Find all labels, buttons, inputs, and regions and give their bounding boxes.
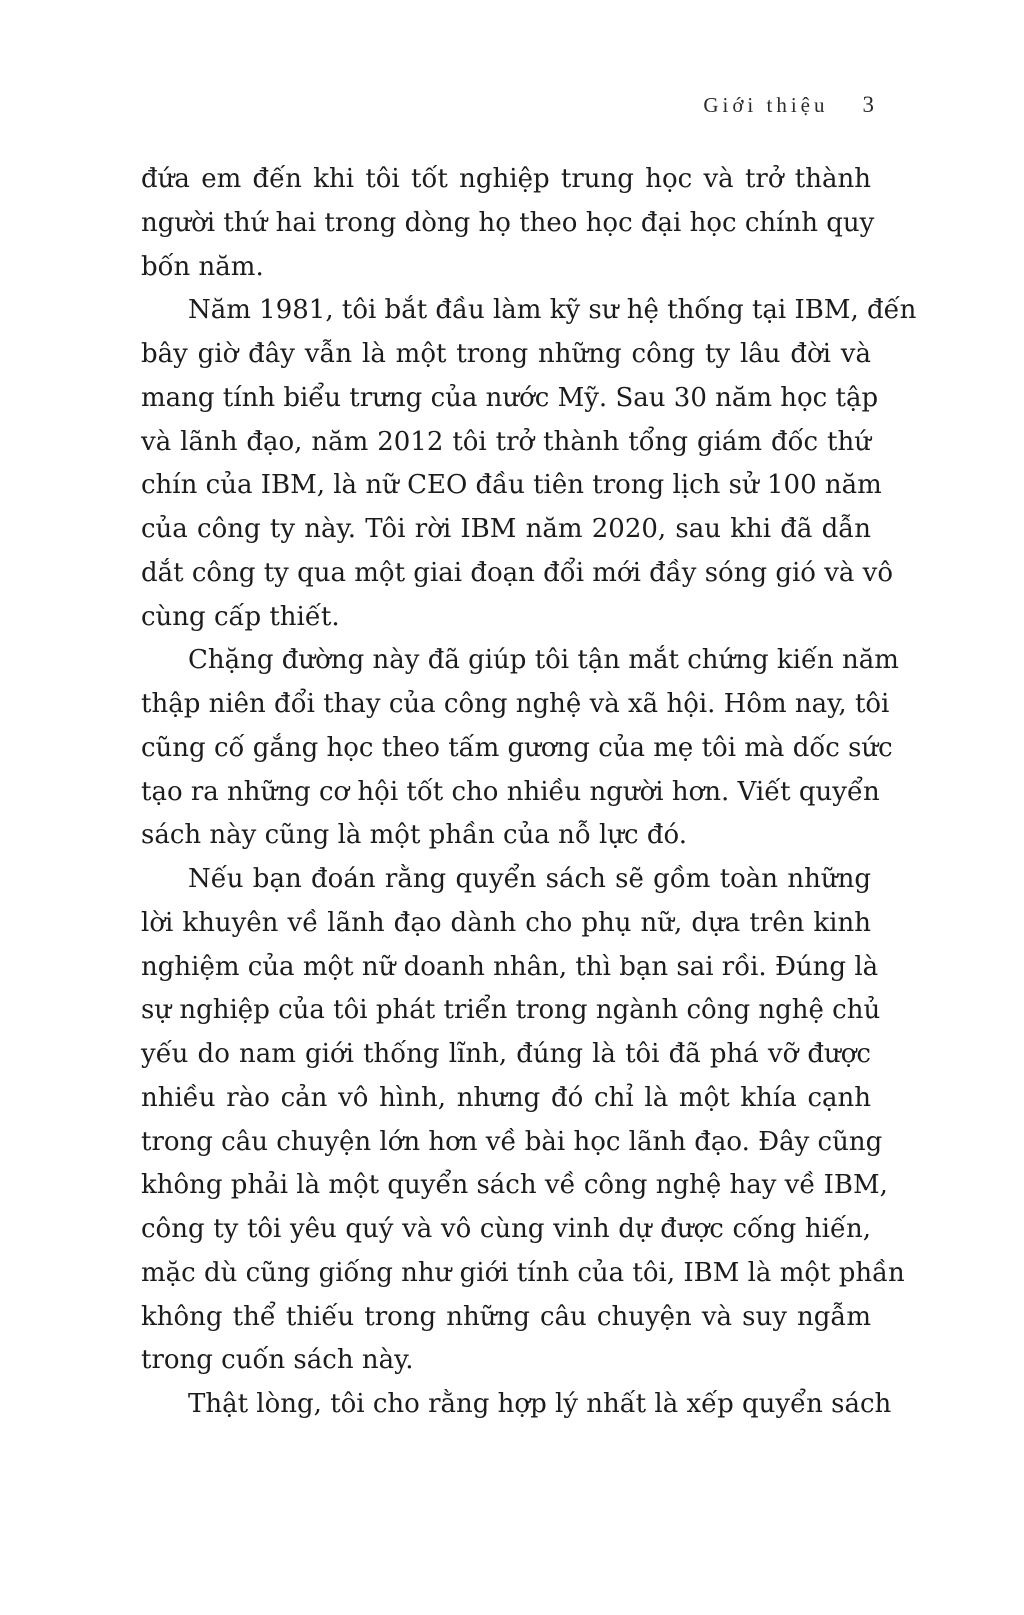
text-line: mặc dù cũng giống như giới tính của tôi, IBM là một phần xyxy=(141,1257,905,1288)
text-line: cũng cố gắng học theo tấm gương của mẹ tôi mà dốc sức xyxy=(141,732,893,763)
text-line: dắt công ty qua một giai đoạn đổi mới đầy sóng gió và vô xyxy=(141,557,894,588)
text-line: Năm 1981, tôi bắt đầu làm kỹ sư hệ thống tại IBM, đến xyxy=(188,295,917,326)
text-line: của công ty này. Tôi rời IBM năm 2020, sau khi đã dẫn xyxy=(141,514,871,544)
paragraph xyxy=(141,639,899,858)
paragraph xyxy=(141,158,875,289)
text-line: chín của IBM, là nữ CEO đầu tiên trong lịch sử 100 năm xyxy=(141,470,882,501)
chapter-title: Giới thiệu xyxy=(703,93,829,117)
text-line: trong cuốn sách này. xyxy=(141,1345,414,1376)
text-line: bây giờ đây vẫn là một trong những công ty lâu đời và xyxy=(141,339,871,369)
text-line: nghiệm của một nữ doanh nhân, thì bạn sai rồi. Đúng là xyxy=(141,951,879,982)
text-line: người thứ hai trong dòng họ theo học đại học chính quy xyxy=(141,207,875,238)
paragraph xyxy=(141,858,905,1383)
text-line: không thể thiếu trong những câu chuyện và suy ngẫm xyxy=(141,1301,871,1332)
text-line: nhiều rào cản vô hình, nhưng đó chỉ là một khía cạnh xyxy=(141,1082,871,1113)
text-line: mang tính biểu trưng của nước Mỹ. Sau 30 năm học tập xyxy=(141,382,879,413)
text-line: và lãnh đạo, năm 2012 tôi trở thành tổng giám đốc thứ xyxy=(141,426,871,457)
text-line: sự nghiệp của tôi phát triển trong ngành công nghệ chủ xyxy=(141,995,881,1026)
body-text xyxy=(141,158,917,1427)
text-line: bốn năm. xyxy=(141,251,264,282)
text-line: Nếu bạn đoán rằng quyển sách sẽ gồm toàn những xyxy=(188,864,871,894)
text-line: Chặng đường này đã giúp tôi tận mắt chứng kiến năm xyxy=(188,645,899,676)
text-line: đứa em đến khi tôi tốt nghiệp trung học và trở thành xyxy=(141,164,871,194)
paragraph xyxy=(141,1383,892,1427)
text-line: sách này cũng là một phần của nỗ lực đó. xyxy=(141,820,687,851)
paragraph xyxy=(141,289,917,639)
text-line: thập niên đổi thay của công nghệ và xã hội. Hôm nay, tôi xyxy=(141,689,890,719)
running-header xyxy=(703,92,874,118)
text-line: yếu do nam giới thống lĩnh, đúng là tôi đã phá vỡ được xyxy=(141,1039,871,1069)
text-line: cùng cấp thiết. xyxy=(141,601,340,632)
page-number: 3 xyxy=(862,92,874,117)
text-line: lời khuyên về lãnh đạo dành cho phụ nữ, dựa trên kinh xyxy=(141,907,871,938)
text-line: tạo ra những cơ hội tốt cho nhiều người hơn. Viết quyển xyxy=(141,776,880,807)
text-line: Thật lòng, tôi cho rằng hợp lý nhất là xếp quyển sách xyxy=(188,1389,892,1419)
text-line: không phải là một quyển sách về công nghệ hay về IBM, xyxy=(141,1170,888,1201)
text-line: trong câu chuyện lớn hơn về bài học lãnh đạo. Đây cũng xyxy=(141,1126,883,1157)
text-line: công ty tôi yêu quý và vô cùng vinh dự được cống hiến, xyxy=(141,1214,871,1244)
